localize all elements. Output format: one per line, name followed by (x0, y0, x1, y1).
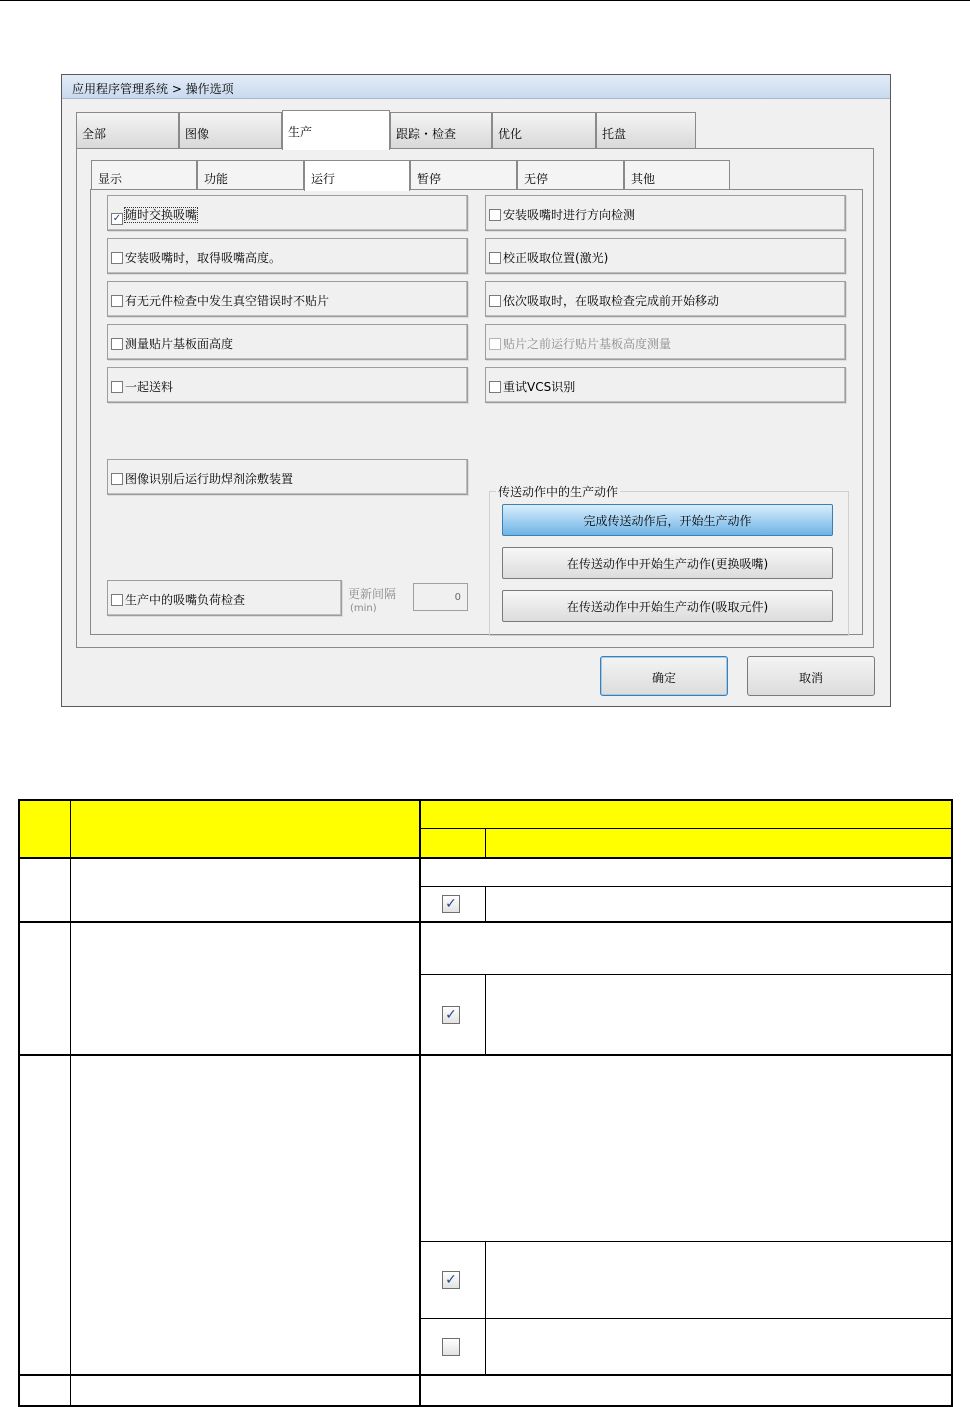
tab-optimize[interactable]: 优化 (492, 112, 596, 149)
row-divider (420, 1318, 951, 1319)
option-nozzle-load-check[interactable] (107, 580, 342, 616)
col-divider (485, 828, 486, 858)
checkbox-icon[interactable] (489, 252, 501, 264)
start-during-conveyor-pick-button[interactable]: 在传送动作中开始生产动作(吸取元件) (502, 590, 833, 622)
option-label: 图像识别后运行助焊剂涂敷装置 (125, 472, 294, 486)
header-subdivider (420, 828, 951, 829)
checkbox-icon[interactable] (489, 295, 501, 307)
subtab-other[interactable]: 其他 (624, 160, 730, 190)
option-label: 随时交换吸嘴 (125, 208, 198, 222)
option-pre-placement-height-measure (485, 324, 846, 360)
tab-trace-inspection[interactable]: 跟踪・检查 (390, 112, 492, 149)
update-interval-unit: (min) (350, 603, 377, 614)
update-interval-label: 更新间隔 (348, 587, 397, 601)
option-label: 安装吸嘴时，取得吸嘴高度。 (125, 251, 282, 265)
tab-tray[interactable]: 托盘 (596, 112, 696, 149)
option-label: 测量贴片基板面高度 (125, 337, 234, 351)
production-panel (76, 148, 874, 648)
checkbox-icon[interactable] (111, 295, 123, 307)
option-swap-nozzle-anytime[interactable] (107, 195, 468, 231)
option-label: 依次吸取时，在吸取检查完成前开始移动 (503, 294, 720, 308)
ok-button[interactable]: 确定 (600, 656, 728, 696)
tab-image[interactable]: 图像 (179, 112, 282, 149)
checkbox-icon[interactable] (111, 473, 123, 485)
checkbox-icon: ✓ (442, 1006, 460, 1024)
conveyor-group (489, 485, 849, 636)
option-retry-vcs[interactable] (485, 367, 846, 403)
row-divider (420, 974, 951, 975)
checkbox-icon[interactable] (489, 381, 501, 393)
col-divider (485, 886, 486, 922)
subtab-display[interactable]: 显示 (91, 160, 197, 190)
row-divider (420, 886, 951, 887)
checkbox-icon (442, 1338, 460, 1356)
subtab-nonstop[interactable]: 无停 (517, 160, 624, 190)
tab-production[interactable]: 生产 (282, 110, 390, 150)
start-during-conveyor-nozzle-button[interactable]: 在传送动作中开始生产动作(更换吸嘴) (502, 547, 833, 579)
checkbox-icon[interactable]: ✓ (112, 213, 122, 224)
col-divider (70, 801, 71, 1405)
option-move-before-pick-check[interactable] (485, 281, 846, 317)
option-flux-after-recognition[interactable] (107, 459, 468, 495)
option-label: 有无元件检查中发生真空错误时不贴片 (125, 294, 330, 308)
col-divider (485, 1241, 486, 1375)
col-divider (419, 801, 421, 1405)
tab-all[interactable]: 全部 (76, 112, 179, 149)
operation-options-dialog (61, 74, 891, 707)
option-label: 重试VCS识别 (503, 380, 576, 394)
option-label: 安装吸嘴时进行方向检测 (503, 208, 636, 222)
option-label: 生产中的吸嘴负荷检查 (125, 593, 246, 607)
subtab-pause[interactable]: 暂停 (410, 160, 517, 190)
subtab-function[interactable]: 功能 (197, 160, 304, 190)
cancel-button[interactable]: 取消 (747, 656, 875, 696)
checkbox-icon[interactable] (111, 338, 123, 350)
run-options-panel (90, 189, 863, 635)
checkbox-icon[interactable] (489, 209, 501, 221)
checkbox-icon[interactable] (111, 252, 123, 264)
option-direction-check[interactable] (485, 195, 846, 231)
option-correct-pick-position[interactable] (485, 238, 846, 274)
checkbox-icon[interactable] (111, 594, 123, 606)
checkbox-icon: ✓ (442, 895, 460, 913)
option-get-nozzle-height[interactable] (107, 238, 468, 274)
option-label: 校正吸取位置(激光) (503, 251, 609, 265)
checkbox-icon[interactable] (111, 381, 123, 393)
conveyor-group-title: 传送动作中的生产动作 (498, 485, 619, 499)
subtab-run[interactable]: 运行 (304, 160, 410, 191)
update-interval-input: 0 (413, 583, 468, 611)
row-divider (420, 1241, 951, 1242)
option-skip-on-vacuum-error[interactable] (107, 281, 468, 317)
option-measure-board-height[interactable] (107, 324, 468, 360)
option-label: 一起送料 (125, 380, 174, 394)
page-top-rule (0, 0, 970, 1)
col-divider (485, 974, 486, 1055)
start-after-conveyor-button[interactable]: 完成传送动作后，开始生产动作 (502, 504, 833, 536)
option-label: 贴片之前运行贴片基板高度测量 (503, 337, 672, 351)
checkbox-icon (489, 338, 501, 350)
dialog-title: 应用程序管理系统 > 操作选项 (62, 75, 890, 99)
option-feed-together[interactable] (107, 367, 468, 403)
checkbox-icon: ✓ (442, 1271, 460, 1289)
spec-table (18, 799, 953, 1407)
